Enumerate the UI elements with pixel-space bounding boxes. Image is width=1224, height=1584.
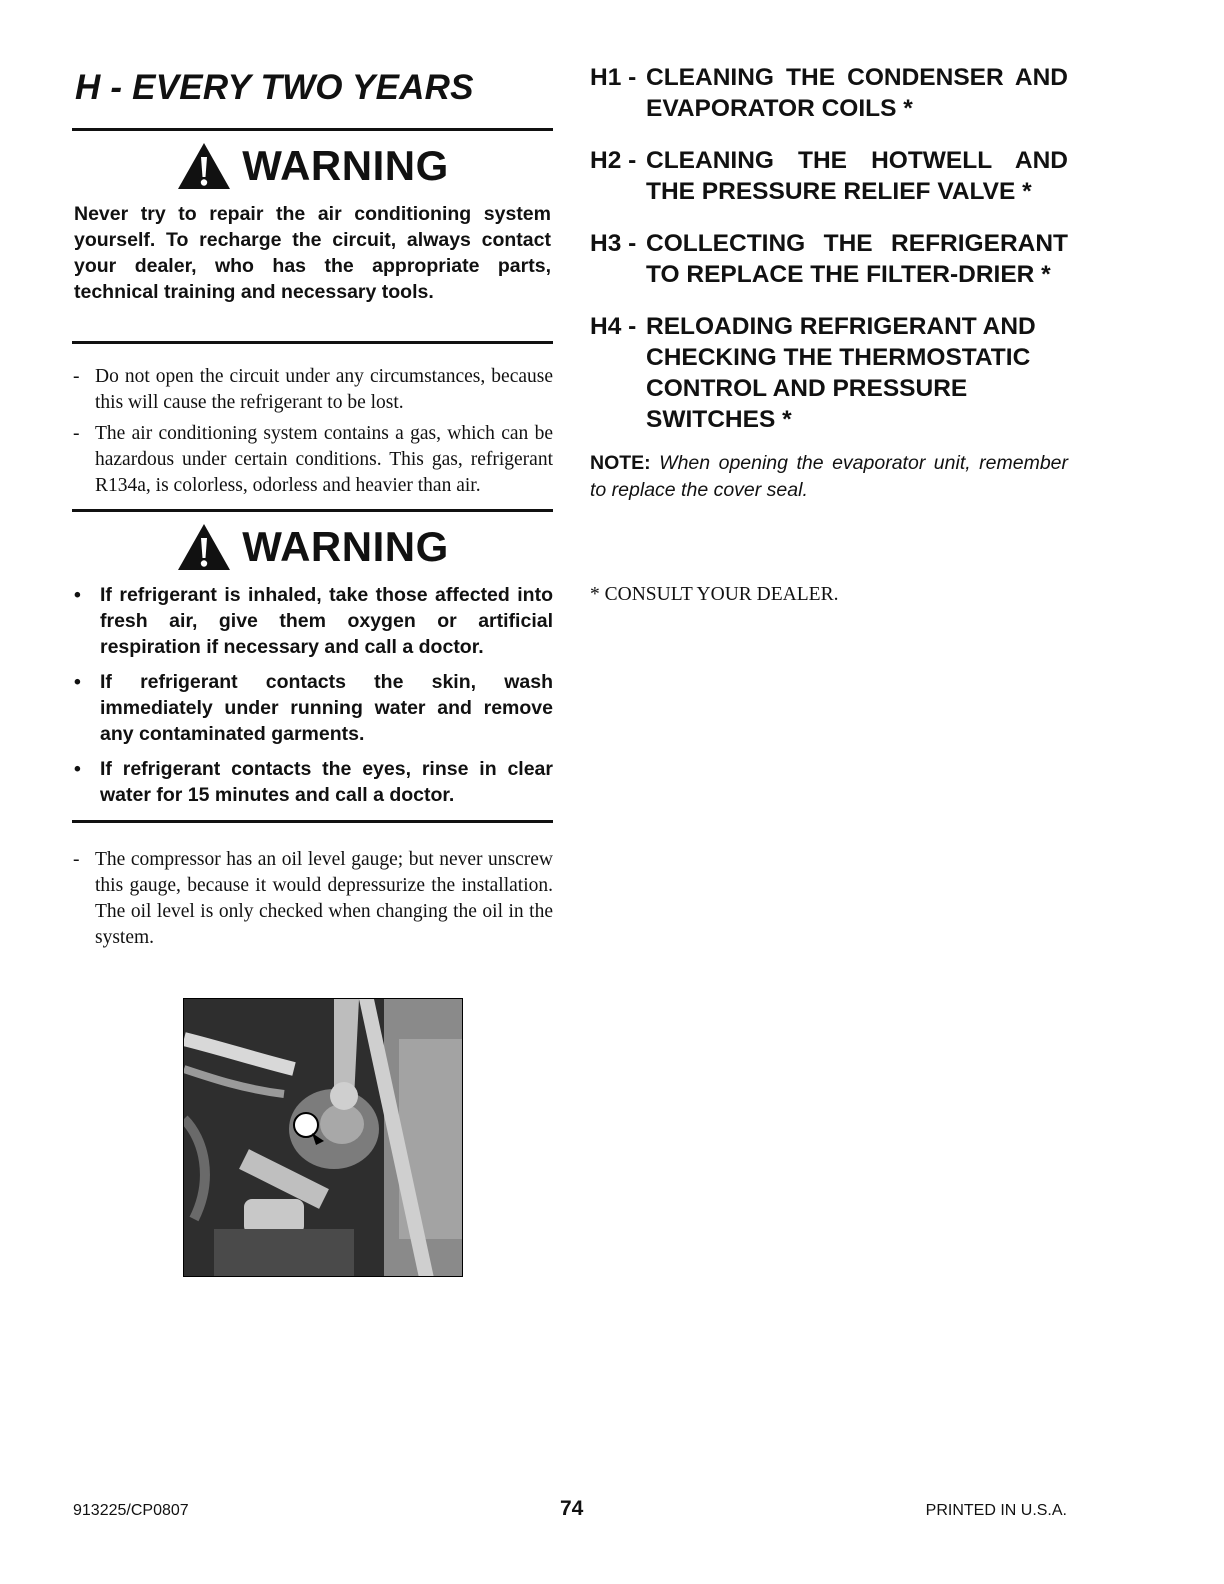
warning-word: WARNING	[242, 142, 449, 189]
list-item: - The air conditioning system contains a gas, which can be hazardous under certain conditions. This gas, refrigerant R134a, is colorless, odorless and heavier than air.	[73, 423, 553, 496]
note-paragraph	[590, 450, 1068, 504]
divider	[72, 820, 553, 823]
printed-in: PRINTED IN U.S.A.	[925, 1502, 1067, 1519]
note-label: NOTE:	[590, 452, 651, 474]
right-column	[590, 62, 1068, 606]
warning-header	[72, 522, 553, 572]
list-item: H4 - RELOADING REFRIGERANT AND CHECKING THE THERMOSTATIC CONTROL AND PRESSURE SWITCHES *	[590, 313, 1036, 433]
list-item: H3 - COLLECTING THE REFRIGERANT TO REPLACE THE FILTER-DRIER *	[590, 230, 1068, 288]
list-item: - The compressor has an oil level gauge; but never unscrew this gauge, because it would depressurize the installation. The oil level is only checked when changing the oil in the system.	[73, 849, 553, 948]
divider	[72, 128, 553, 131]
list-item: • If refrigerant contacts the eyes, rinse in clear water for 15 minutes and call a doctor.	[74, 758, 553, 806]
note-text: When opening the evaporator unit, remember to replace the cover seal.	[590, 452, 1068, 501]
list-item: H2 - CLEANING THE HOTWELL AND THE PRESSURE RELIEF VALVE *	[590, 147, 1068, 205]
warning-triangle-icon	[176, 141, 232, 191]
compressor-photo	[183, 998, 463, 1277]
page-number: 74	[560, 1497, 584, 1520]
notes-list	[72, 364, 553, 499]
consult-dealer-note: * CONSULT YOUR DEALER.	[590, 584, 839, 605]
section-title: H - EVERY TWO YEARS	[75, 68, 474, 107]
notes-list	[72, 847, 553, 951]
list-item: H1 - CLEANING THE CONDENSER AND EVAPORATOR COILS *	[590, 64, 1068, 122]
warning-word: WARNING	[242, 523, 449, 570]
warning-triangle-icon	[176, 522, 232, 572]
document-code: 913225/CP0807	[73, 1502, 189, 1519]
divider	[72, 509, 553, 512]
divider	[72, 341, 553, 344]
list-item: - Do not open the circuit under any circumstances, because this will cause the refrigerant to be lost.	[73, 366, 553, 413]
compressor-photo-image	[184, 999, 463, 1277]
warning-text: Never try to repair the air conditioning system yourself. To recharge the circuit, always contact your dealer, who has the appropriate parts, technical training and necessary tools.	[74, 203, 551, 303]
list-item: • If refrigerant is inhaled, take those affected into fresh air, give them oxygen or artificial respiration if necessary and call a doctor.	[74, 584, 553, 658]
left-column	[72, 60, 553, 961]
warning-header	[72, 141, 553, 191]
warning-bullets	[72, 582, 553, 808]
list-item: • If refrigerant contacts the skin, wash immediately under running water and remove any contaminated garments.	[74, 671, 553, 745]
